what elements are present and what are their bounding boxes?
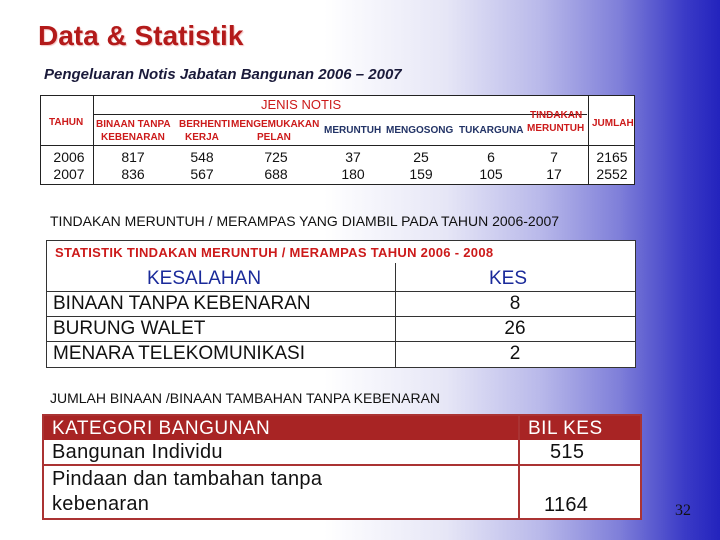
page-title: Data & Statistik — [38, 20, 244, 51]
cell-kesalahan: BURUNG WALET — [53, 318, 206, 339]
cell-binaan: 836 — [121, 166, 145, 182]
building-category-table — [42, 414, 642, 520]
cell-bil: 515 — [550, 441, 585, 463]
page-subtitle: Pengeluaran Notis Jabatan Bangunan 2006 – 2007 — [44, 66, 402, 83]
header-berhenti-2: KERJA — [185, 132, 219, 143]
header-tindakan-1: TINDAKAN — [530, 110, 583, 121]
header-jumlah: JUMLAH — [592, 118, 634, 129]
table-header-row — [44, 416, 640, 440]
column-kategori: KATEGORI BANGUNAN — [52, 418, 271, 439]
notice-table — [40, 95, 635, 185]
header-binaan-1: BINAAN TANPA — [96, 119, 171, 130]
section-label-jumlah: JUMLAH BINAAN /BINAAN TAMBAHAN TANPA KEBENARAN — [50, 390, 441, 406]
cell-kesalahan: BINAAN TANPA KEBENARAN — [53, 293, 311, 314]
cell-kes: 26 — [504, 318, 526, 339]
cell-mengemukakan: 725 — [264, 149, 288, 165]
cell-kes: 8 — [509, 293, 521, 314]
cell-tukarguna: 105 — [479, 166, 503, 182]
header-meruntuh: MERUNTUH — [324, 125, 382, 136]
demolition-table — [46, 240, 636, 368]
cell-berhenti: 567 — [190, 166, 214, 182]
demolition-table-heading: STATISTIK TINDAKAN MERUNTUH / MERAMPAS TAHUN 2006 - 2008 — [55, 245, 494, 260]
section-label-tindakan: TINDAKAN MERUNTUH / MERAMPAS YANG DIAMBIL PADA TAHUN 2006-2007 — [50, 213, 560, 229]
cell-meruntuh: 180 — [341, 166, 365, 182]
table-row — [47, 341, 635, 366]
cell-bil: 1164 — [544, 494, 589, 516]
divider — [518, 416, 520, 518]
divider — [588, 96, 589, 184]
cell-tahun: 2006 — [53, 149, 85, 165]
cell-mengosong: 25 — [413, 149, 429, 165]
cell-tahun: 2007 — [53, 166, 85, 182]
cell-mengosong: 159 — [409, 166, 433, 182]
cell-berhenti: 548 — [190, 149, 214, 165]
cell-tindakan: 7 — [550, 149, 558, 165]
header-binaan-2: KEBENARAN — [101, 132, 165, 143]
table-row — [47, 316, 635, 341]
header-mengemukakan-2: PELAN — [257, 132, 291, 143]
divider — [93, 114, 587, 115]
column-kes: KES — [489, 268, 528, 289]
header-jenis-notis: JENIS NOTIS — [261, 97, 342, 112]
divider — [44, 464, 640, 466]
cell-jumlah: 2165 — [596, 149, 628, 165]
cell-jumlah: 2552 — [596, 166, 628, 182]
header-tahun: TAHUN — [49, 117, 84, 128]
header-tindakan-2: MERUNTUH — [527, 123, 585, 134]
table-row — [47, 291, 635, 316]
cell-binaan: 817 — [121, 149, 145, 165]
cell-tukarguna: 6 — [487, 149, 495, 165]
divider — [41, 145, 634, 146]
divider — [93, 96, 94, 184]
header-tukarguna: TUKARGUNA — [459, 125, 524, 136]
cell-kesalahan: MENARA TELEKOMUNIKASI — [53, 343, 305, 364]
cell-kategori: Bangunan Individu — [52, 441, 223, 463]
cell-meruntuh: 37 — [345, 149, 361, 165]
cell-kategori: Pindaan dan tambahan tanpa — [52, 468, 323, 490]
column-kesalahan: KESALAHAN — [147, 268, 262, 289]
header-mengosong: MENGOSONG — [386, 125, 454, 136]
page-number: 32 — [675, 502, 691, 519]
header-berhenti-1: BERHENTI — [179, 119, 231, 130]
cell-mengemukakan: 688 — [264, 166, 288, 182]
header-mengemukakan-1: MENGEMUKAKAN — [231, 119, 320, 130]
cell-kes: 2 — [509, 343, 521, 364]
cell-tindakan: 17 — [546, 166, 562, 182]
cell-kategori-cont: kebenaran — [52, 493, 150, 515]
column-bil-kes: BIL KES — [528, 418, 603, 439]
